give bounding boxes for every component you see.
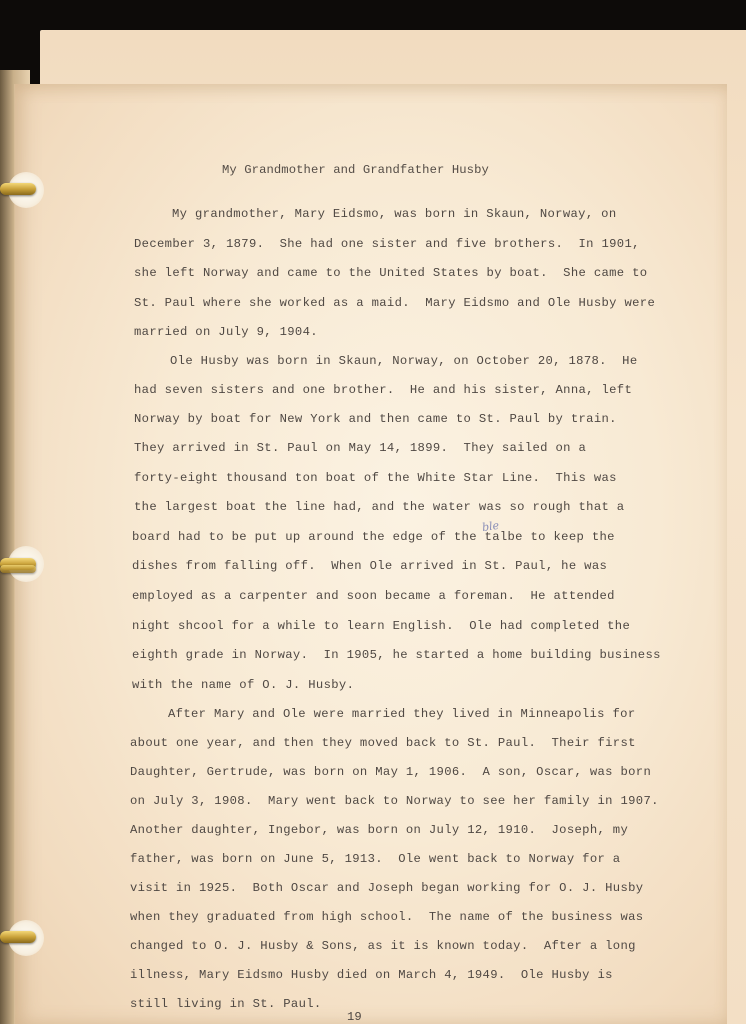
text-line: Ole Husby was born in Skaun, Norway, on October 20, 1878. He xyxy=(170,354,638,368)
text-line: My grandmother, Mary Eidsmo, was born in Skaun, Norway, on xyxy=(172,207,617,221)
text-line: about one year, and then they moved back to St. Paul. Their first xyxy=(130,736,636,750)
text-line: the largest boat the line had, and the water was so rough that a xyxy=(134,500,625,514)
page-number: 19 xyxy=(347,1010,362,1024)
text-line: on July 3, 1908. Mary went back to Norway to see her family in 1907. xyxy=(130,794,659,808)
text-line: visit in 1925. Both Oscar and Joseph began working for O. J. Husby xyxy=(130,881,644,895)
binder-ring-icon xyxy=(0,183,36,195)
text-line: St. Paul where she worked as a maid. Mary Eidsmo and Ole Husby were xyxy=(134,296,656,310)
text-line: night shcool for a while to learn English. Ole had completed the xyxy=(132,619,631,633)
text-line: had seven sisters and one brother. He and his sister, Anna, left xyxy=(134,383,633,397)
text-line: employed as a carpenter and soon became a foreman. He attended xyxy=(132,589,615,603)
text-line: forty-eight thousand ton boat of the White Star Line. This was xyxy=(134,471,617,485)
text-line: Norway by boat for New York and then came to St. Paul by train. xyxy=(134,412,617,426)
pencil-correction: ble xyxy=(481,518,500,535)
text-line: After Mary and Ole were married they lived in Minneapolis for xyxy=(168,707,636,721)
text-line: still living in St. Paul. xyxy=(130,997,322,1011)
text-line: dishes from falling off. When Ole arrived in St. Paul, he was xyxy=(132,559,608,573)
text-line: board had to be put up around the edge of the talbe to keep the xyxy=(132,530,615,544)
text-line: changed to O. J. Husby & Sons, as it is known today. After a long xyxy=(130,939,636,953)
text-line: Another daughter, Ingebor, was born on July 12, 1910. Joseph, my xyxy=(130,823,629,837)
text-line: illness, Mary Eidsmo Husby died on March 4, 1949. Ole Husby is xyxy=(130,968,613,982)
text-line: eighth grade in Norway. In 1905, he started a home building business xyxy=(132,648,661,662)
text-line: with the name of O. J. Husby. xyxy=(132,678,355,692)
text-line: December 3, 1879. She had one sister and five brothers. In 1901, xyxy=(134,237,640,251)
binder-ring-icon xyxy=(0,931,36,943)
text-line: Daughter, Gertrude, was born on May 1, 1906. A son, Oscar, was born xyxy=(130,765,652,779)
text-line: she left Norway and came to the United States by boat. She came to xyxy=(134,266,648,280)
binder-ring-icon xyxy=(0,565,36,573)
text-line: when they graduated from high school. The name of the business was xyxy=(130,910,644,924)
text-line: married on July 9, 1904. xyxy=(134,325,318,339)
text-line: father, was born on June 5, 1913. Ole went back to Norway for a xyxy=(130,852,621,866)
text-line: They arrived in St. Paul on May 14, 1899. They sailed on a xyxy=(134,441,587,455)
document-title: My Grandmother and Grandfather Husby xyxy=(222,163,489,177)
